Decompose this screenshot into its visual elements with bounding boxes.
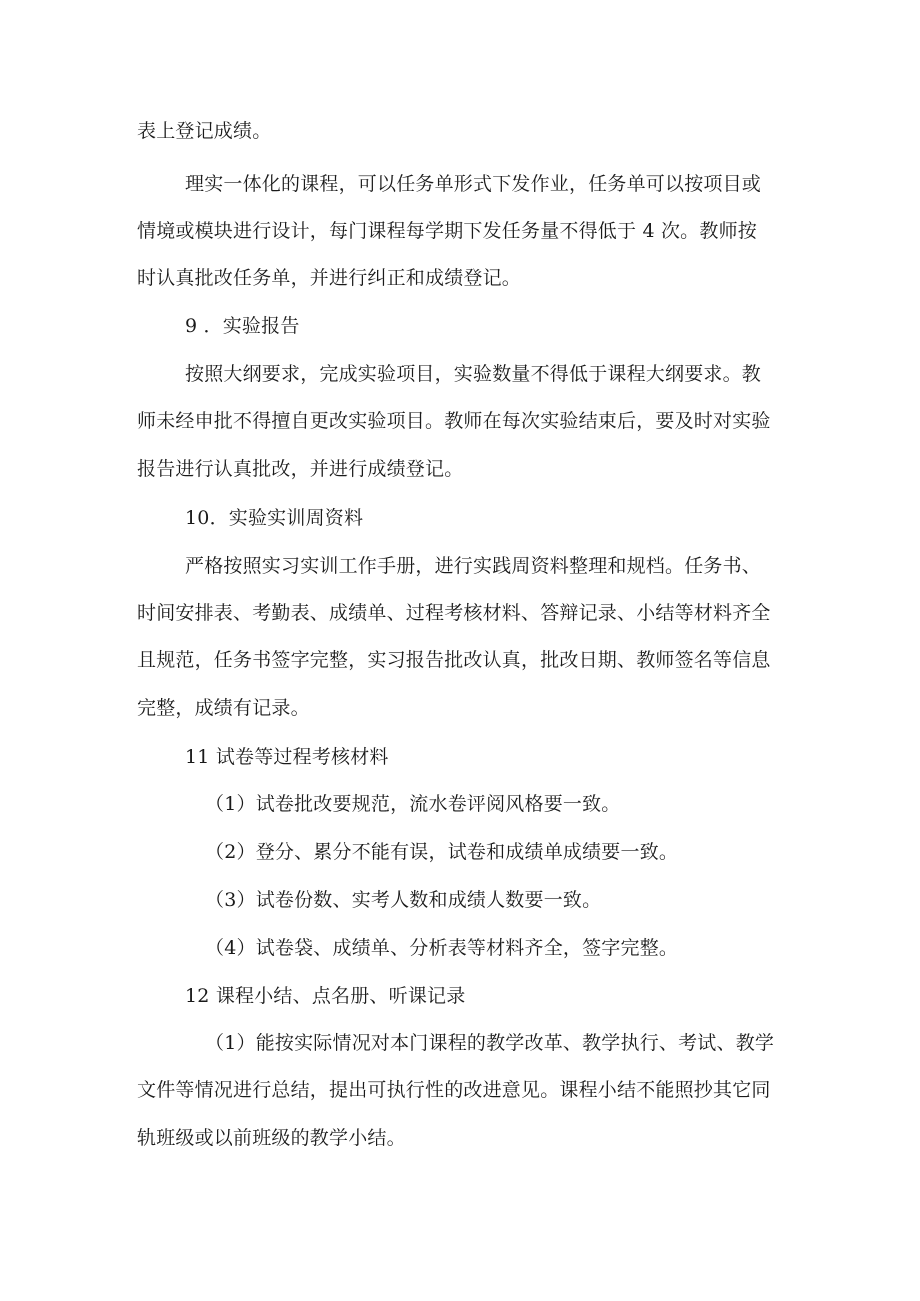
section-heading: 10．实验实训周资料 [185, 507, 364, 529]
text-line: 师未经申批不得擅自更改实验项目。教师在每次实验结束后，要及时对实验 [137, 410, 771, 432]
text-line: 表上登记成绩。 [137, 120, 272, 142]
paragraph-first-line: 理实一体化的课程，可以任务单形式下发作业，任务单可以按项目或 [185, 173, 762, 195]
paragraph-first-line: 按照大纲要求，完成实验项目，实验数量不得低于课程大纲要求。教 [185, 363, 762, 385]
section-heading: 11 试卷等过程考核材料 [185, 746, 389, 768]
text-line: 情境或模块进行设计，每门课程每学期下发任务量不得低于 4 次。教师按 [137, 220, 757, 242]
list-item: （4）试卷袋、成绩单、分析表等材料齐全，签字完整。 [205, 937, 679, 959]
section-heading: 12 课程小结、点名册、听课记录 [185, 985, 466, 1007]
paragraph-first-line: 严格按照实习实训工作手册，进行实践周资料整理和规档。任务书、 [185, 555, 762, 577]
text-line: 时间安排表、考勤表、成绩单、过程考核材料、答辩记录、小结等材料齐全 [137, 602, 771, 624]
text-line: 完整，成绩有记录。 [137, 697, 310, 719]
list-item: （3）试卷份数、实考人数和成绩人数要一致。 [205, 889, 602, 911]
section-heading: 9 ．实验报告 [185, 315, 300, 337]
text-line: 时认真批改任务单，并进行纠正和成绩登记。 [137, 267, 522, 289]
text-line: 报告进行认真批改，并进行成绩登记。 [137, 458, 464, 480]
list-item: （2）登分、累分不能有误，试卷和成绩单成绩要一致。 [205, 841, 679, 863]
text-line: 轨班级或以前班级的教学小结。 [137, 1127, 406, 1149]
list-item: （1）试卷批改要规范，流水卷评阅风格要一致。 [205, 793, 621, 815]
text-line: 文件等情况进行总结，提出可执行性的改进意见。课程小结不能照抄其它同 [137, 1079, 771, 1101]
text-line: 且规范，任务书签字完整，实习报告批改认真，批改日期、教师签名等信息 [137, 649, 771, 671]
list-item: （1）能按实际情况对本门课程的教学改革、教学执行、考试、教学 [205, 1032, 775, 1054]
